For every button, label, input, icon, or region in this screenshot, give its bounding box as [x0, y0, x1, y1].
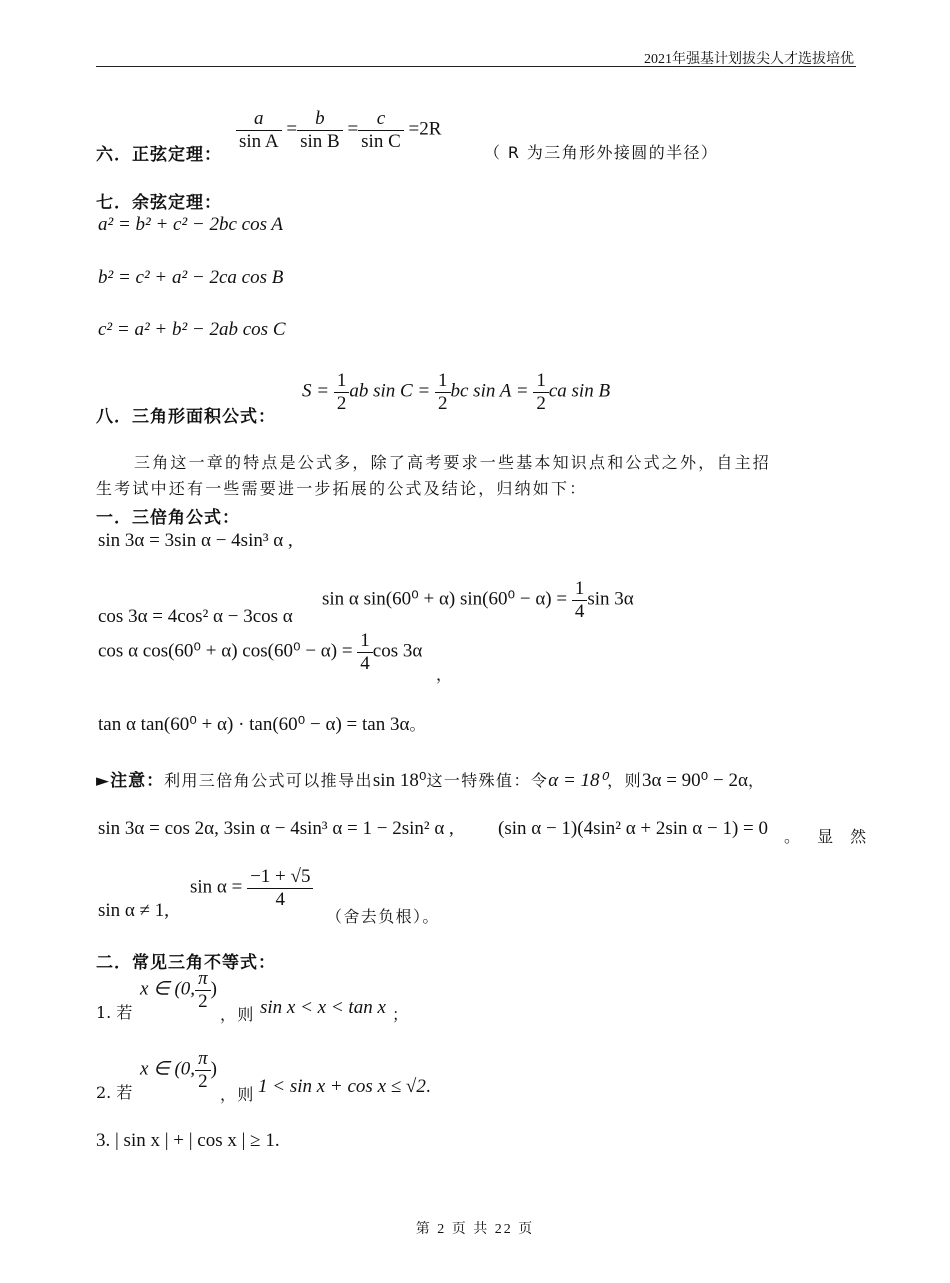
note-line-2a: sin 3α = cos 2α, 3sin α − 4sin³ α = 1 − 2sin² α ,: [98, 818, 454, 839]
note-line-2c: 。 显 然: [784, 827, 873, 846]
cosine-law-eq3: c² = a² + b² − 2ab cos C: [98, 319, 286, 340]
page-header-title: 2021年强基计划拔尖人才选拔培优: [644, 52, 854, 67]
note-line-1: ►注意：利用三倍角公式可以推导出sin 18⁰这一特殊值：令α = 18⁰，则3α = 90⁰ − 2α，: [96, 770, 766, 791]
note-marker: ►注意：: [96, 771, 165, 791]
triple-product-tan: tan α tan(60⁰ + α) · tan(60⁰ − α) = tan 3α。: [98, 714, 427, 735]
heading-inequalities: 二．常见三角不等式：: [96, 953, 276, 973]
fraction-c-over-sinC: $\frac{c}{\text{sin C}}$: [358, 108, 404, 153]
fraction-pi-half-2: $\frac{\pi}{2}$: [195, 1048, 211, 1093]
fraction-half-2: $\frac{1}{2}$: [435, 370, 451, 415]
fraction-quarter-1: $\frac{1}{4}$: [572, 578, 588, 623]
triple-product-cos: cos α cos(60⁰ + α) cos(60⁰ − α) = $\frac{1}{4}$ cos 3α: [98, 630, 423, 674]
cosine-law-eq2: b² = c² + a² − 2ca cos B: [98, 267, 284, 288]
fraction-b-over-sinB: $\frac{b}{\text{sin B}}$: [297, 108, 343, 153]
inequality-item-1-tail: ；: [392, 1005, 410, 1024]
heading-law-of-sines: 六．正弦定理：: [96, 145, 222, 165]
note-line-2b: (sin α − 1)(4sin² α + 2sin α − 1) = 0: [498, 818, 768, 839]
fraction-a-over-sinA: $\frac{a}{\text{sin A}}$: [236, 108, 282, 153]
inequality-item-2-number: 2. 若: [96, 1083, 133, 1102]
fraction-half-1: $\frac{1}{2}$: [334, 370, 350, 415]
intro-line-1: 三角这一章的特点是公式多，除了高考要求一些基本知识点和公式之外，自主招: [134, 453, 772, 472]
intro-line-2: 生考试中还有一些需要进一步拓展的公式及结论，归纳如下：: [96, 479, 588, 498]
heading-triple-angle: 一．三倍角公式：: [96, 508, 240, 528]
note-line-3c: （舍去负根）。: [326, 907, 440, 926]
page-footer: 第 2 页 共 22 页: [415, 1222, 535, 1237]
cosine-law-eq1: a² = b² + c² − 2bc cos A: [98, 214, 284, 235]
inequality-item-1-expr: sin x < x < tan x: [260, 997, 386, 1018]
inequality-item-1-number: 1. 若: [96, 1003, 133, 1022]
inequality-item-1-condition: x ∈ (0, $\frac{\pi}{2}$ ): [140, 968, 217, 1012]
inequality-item-2-expr: 1 < sin x + cos x ≤ √2.: [258, 1076, 431, 1097]
triple-product-cos-comma: ，: [436, 665, 454, 684]
fraction-pi-half-1: $\frac{\pi}{2}$: [195, 968, 211, 1013]
triple-product-sin: sin α sin(60⁰ + α) sin(60⁰ − α) = $\frac{1}{4}$ sin 3α: [322, 578, 634, 622]
inequality-item-2-then: ，则: [220, 1085, 255, 1104]
inequality-item-3: 3. | sin x | + | cos x | ≥ 1.: [96, 1130, 280, 1151]
heading-area-formula: 八．三角形面积公式：: [96, 407, 276, 427]
triple-angle-cos: cos 3α = 4cos² α − 3cos α: [98, 606, 293, 627]
heading-law-of-cosines: 七．余弦定理：: [96, 193, 222, 213]
triple-angle-sin: sin 3α = 3sin α − 4sin³ α ,: [98, 530, 293, 551]
fraction-quarter-2: $\frac{1}{4}$: [357, 630, 373, 675]
fraction-half-3: $\frac{1}{2}$: [533, 370, 549, 415]
fraction-golden: $\frac{-1 + √5}{4}$: [247, 866, 313, 911]
inequality-item-1-then: ，则: [220, 1005, 255, 1024]
inequality-item-2-condition: x ∈ (0, $\frac{\pi}{2}$ ): [140, 1048, 217, 1092]
note-line-3a: sin α ≠ 1,: [98, 900, 170, 921]
note-line-3b: sin α = $\frac{-1 + √5}{4}$: [190, 866, 313, 911]
law-of-sines-note: （ R 为三角形外接圆的半径）: [484, 143, 719, 162]
area-formula: S = $\frac{1}{2}$ ab sin C = $\frac{1}{2}$ bc sin A = $\frac{1}{2}$ ca sin B: [302, 370, 611, 414]
header-rule: [96, 66, 856, 67]
law-of-sines-formula: $\frac{a}{\text{sin A}}$ = $\frac{b}{\text{sin B}}$ = $\frac{c}{\text{sin C}}$ =2R: [236, 108, 441, 153]
